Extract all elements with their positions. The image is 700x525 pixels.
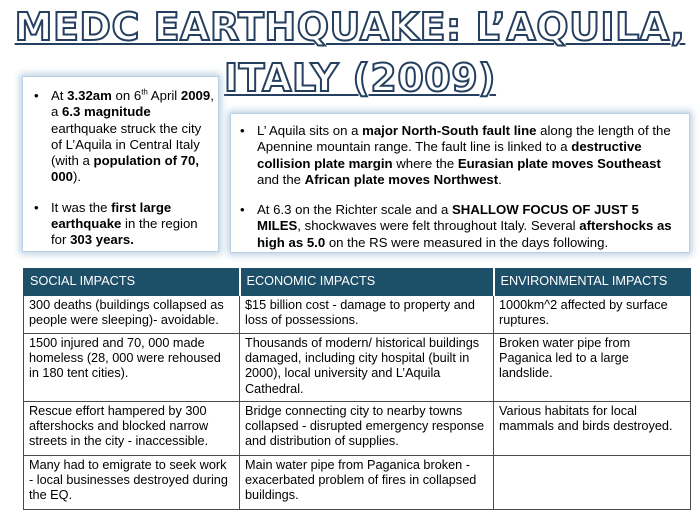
table-cell: 300 deaths (buildings collapsed as people were sleeping)- avoidable. bbox=[24, 296, 240, 334]
table-row bbox=[24, 456, 691, 510]
date-magnitude-bullet: • At 3.32am on 6th April 2009, a 6.3 magnitude earthquake struck the city of L’Aquila in Central Italy (with a population of 70, 000). bbox=[29, 88, 214, 186]
first-large-quake-bullet: • It was the first large earthquake in the region for 303 years. bbox=[29, 200, 214, 249]
fault-line-bullet: • L’ Aquila sits on a major North-South fault line along the length of the Apennine mountain range. The fault line is linked to a destructive collision plate margin where the Eurasian plate moves Southeast and the African plate moves Northwest. bbox=[235, 123, 683, 188]
table-cell: Many had to emigrate to seek work - local businesses destroyed during the EQ. bbox=[24, 456, 240, 510]
table-cell: 1000km^2 affected by surface ruptures. bbox=[494, 296, 691, 334]
table-cell: Bridge connecting city to nearby towns collapsed - disrupted emergency response and distribution of supplies. bbox=[240, 402, 494, 456]
table-cell: $15 billion cost - damage to property and loss of possessions. bbox=[240, 296, 494, 334]
page-title-line-2: ITALY (2009) bbox=[223, 56, 497, 100]
shallow-focus-bullet: • At 6.3 on the Richter scale and a SHALLOW FOCUS OF JUST 5 MILES, shockwaves were felt throughout Italy. Several aftershocks as high as 5.0 on the RS were measured in the days following. bbox=[235, 202, 683, 251]
page-title-line-1: MEDC EARTHQUAKE: L’AQUILA, bbox=[14, 5, 686, 49]
environmental-impacts-header: ENVIRONMENTAL IMPACTS bbox=[494, 269, 691, 296]
table-row bbox=[24, 402, 691, 456]
table-row bbox=[24, 296, 691, 334]
table-cell: Various habitats for local mammals and birds destroyed. bbox=[494, 402, 691, 456]
economic-impacts-header: ECONOMIC IMPACTS bbox=[240, 269, 494, 296]
table-cell: Main water pipe from Paganica broken - exacerbated problem of fires in collapsed buildings. bbox=[240, 456, 494, 510]
table-cell: Thousands of modern/ historical buildings damaged, including city hospital (built in 2000), local university and L’Aquila Cathedral. bbox=[240, 334, 494, 402]
table-cell: 1500 injured and 70, 000 made homeless (28, 000 were rehoused in 180 tent cities). bbox=[24, 334, 240, 402]
social-impacts-header: SOCIAL IMPACTS bbox=[24, 269, 240, 296]
table-cell: Broken water pipe from Paganica led to a large landslide. bbox=[494, 334, 691, 402]
intro-facts-box bbox=[22, 76, 219, 252]
impacts-table bbox=[23, 268, 691, 510]
table-header-row bbox=[24, 269, 691, 296]
cause-facts-box bbox=[230, 113, 690, 253]
table-row bbox=[24, 334, 691, 402]
table-cell: Rescue effort hampered by 300 aftershocks and blocked narrow streets in the city - inaccessible. bbox=[24, 402, 240, 456]
table-cell bbox=[494, 456, 691, 510]
